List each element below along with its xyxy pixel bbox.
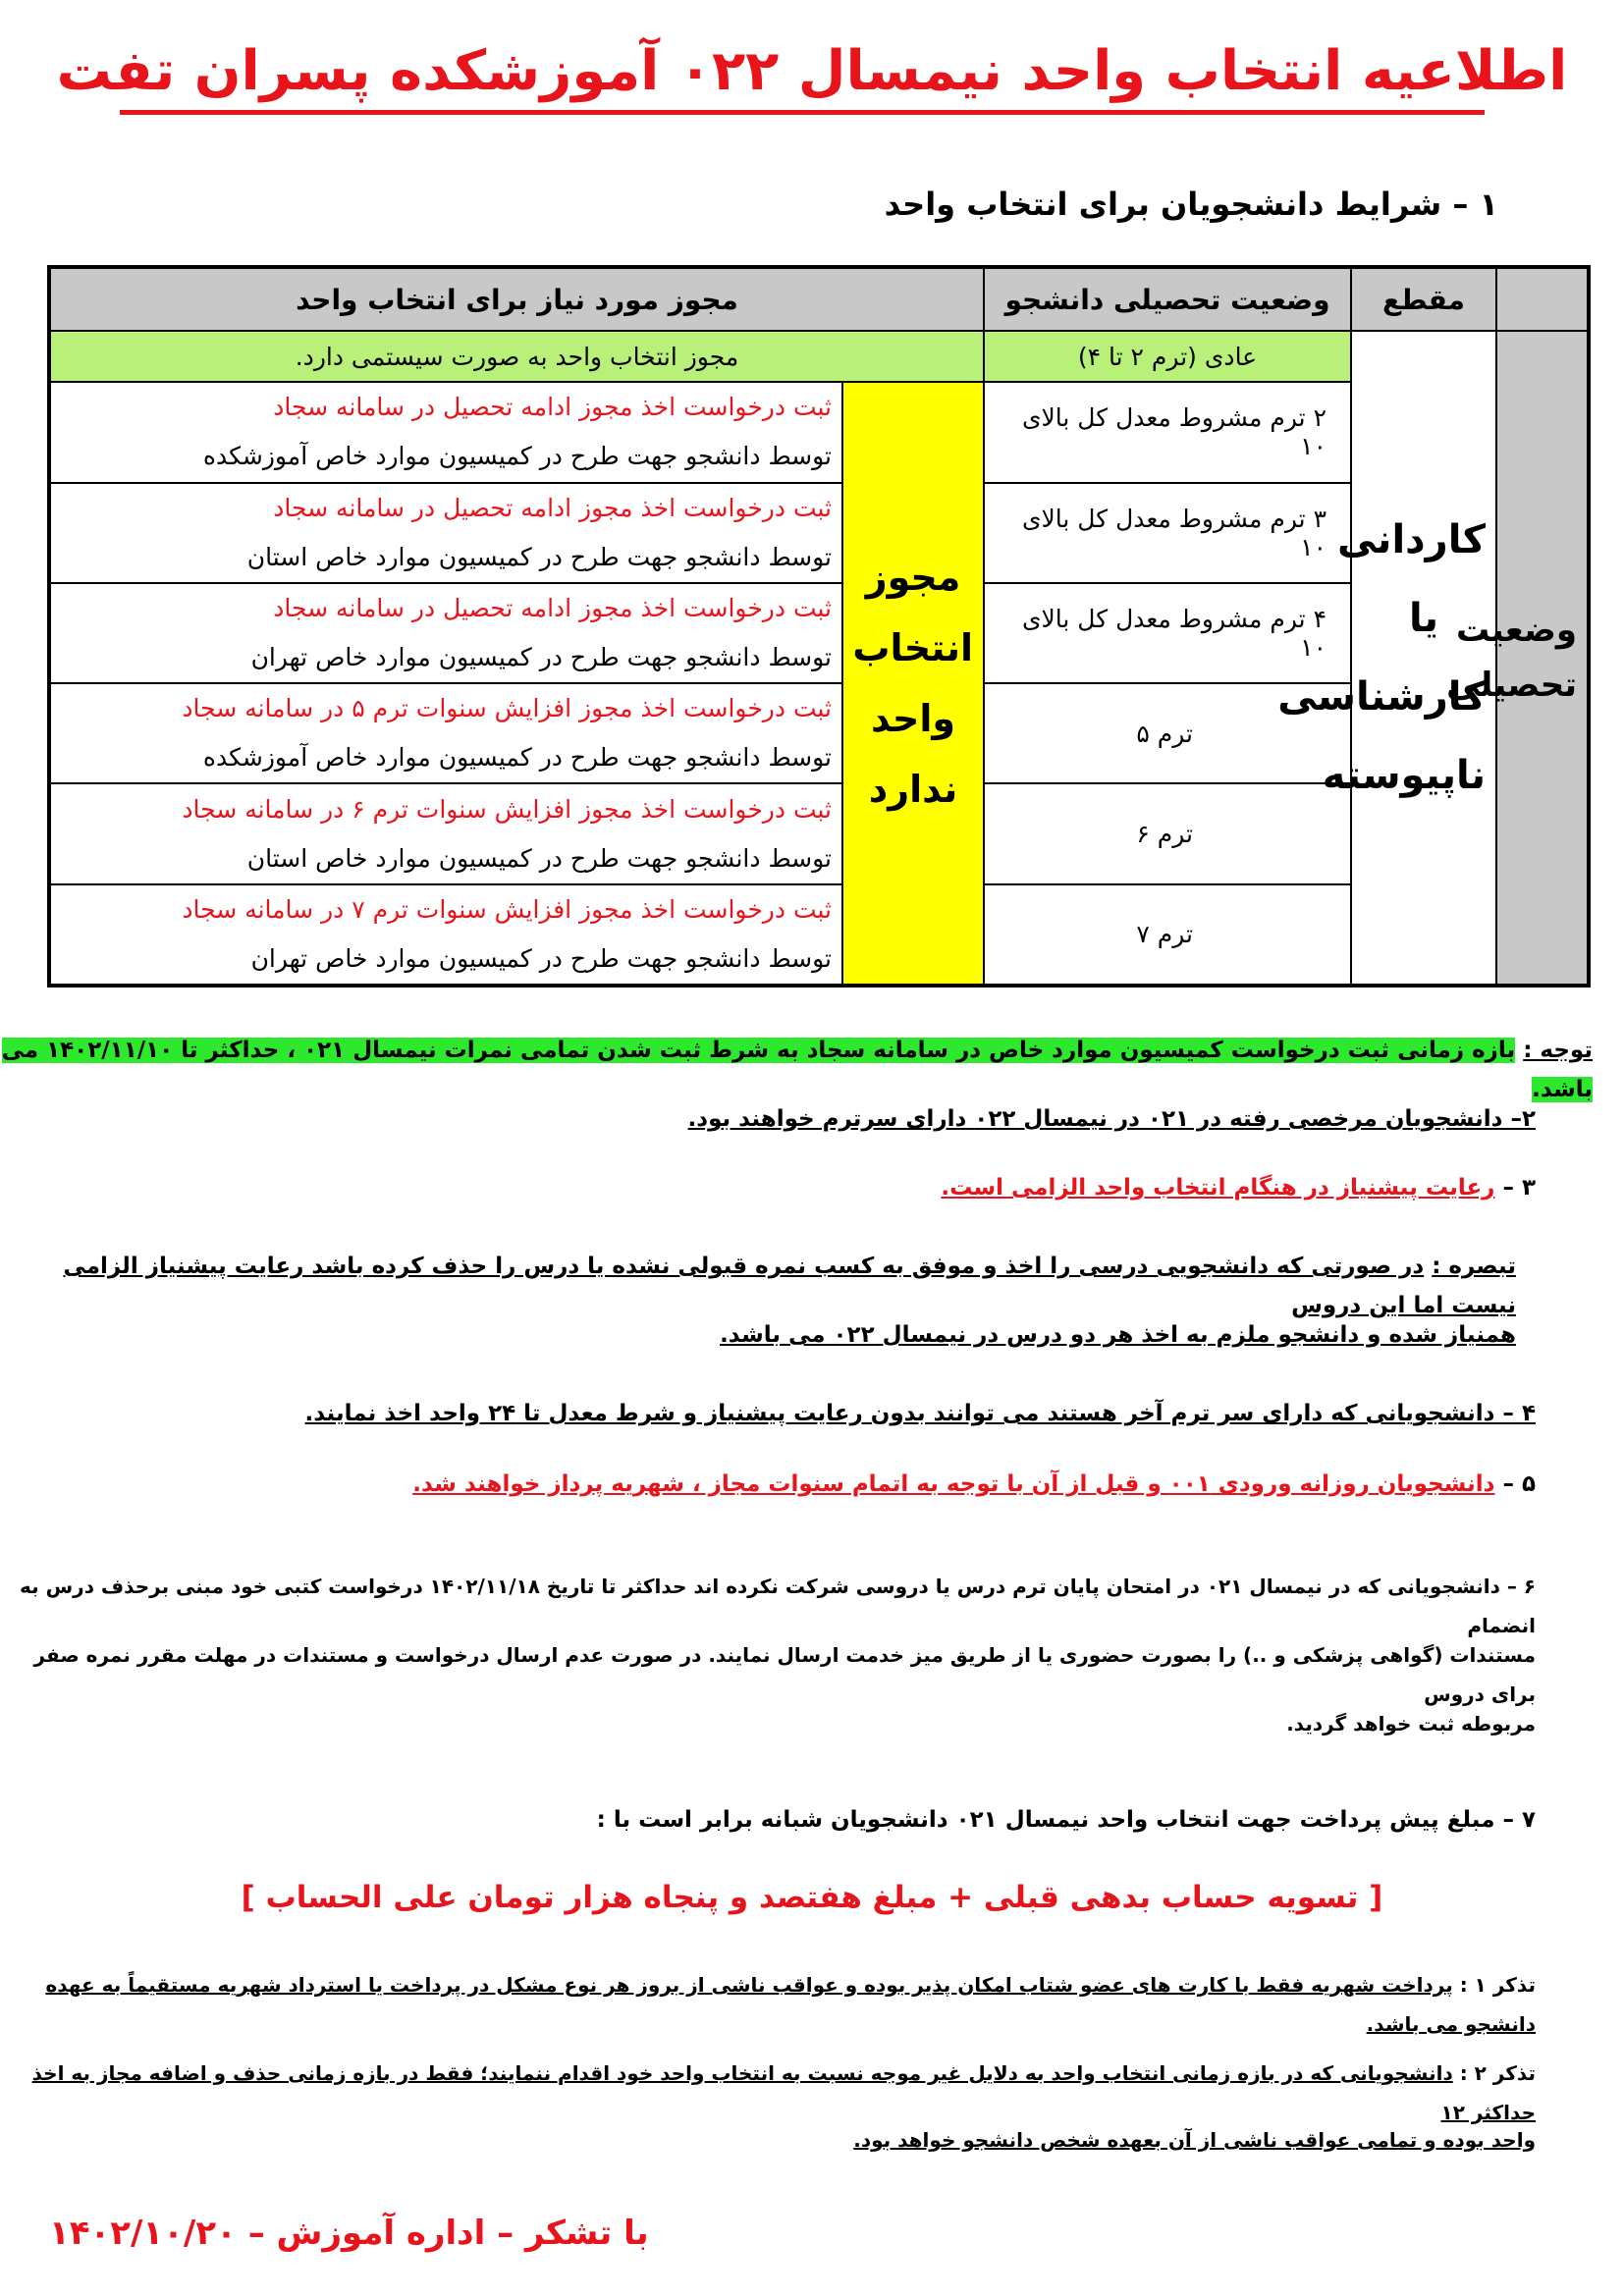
page-title: اطلاعیه انتخاب واحد نیمسال ۰۲۲ آموزشکده پسران تفت <box>56 39 1568 103</box>
item-3: ۳ – رعایت پیشنیاز در هنگام انتخاب واحد الزامی است. <box>941 1175 1536 1201</box>
normal-status-cell: عادی (ترم ۲ تا ۴) <box>984 331 1351 382</box>
level-value: کاردانی یا کارشناسی ناپیوسته <box>1351 331 1496 986</box>
status-cell-2: ۳ ترم مشروط معدل کل بالای ۱۰ <box>984 483 1351 583</box>
attention-note <box>0 1031 1593 1109</box>
tabsareh-note: تبصره : در صورتی که دانشجویی درسی را اخذ و موفق به کسب نمره قبولی نشده یا درس را حذف کرده باشد رعایت پیشنیاز الزامی نیست اما این دروس <box>63 1254 1516 1318</box>
attention-text: بازه زمانی ثبت درخواست کمیسیون موارد خاص در سامانه سجاد به شرط ثبت شدن تمامی نمرات نیمسال ۰۲۱ ، حداکثر تا ۱۴۰۲/۱۱/۱۰ می باشد. <box>1 1038 1593 1102</box>
reminder-1: تذکر ۱ : پرداخت شهریه فقط با کارت های عضو شتاب امکان پذیر بوده و عواقب ناشی از بروز هر نوع مشکل در پرداخت یا استرداد شهریه مستقیماً به عهده دانشجو می باشد. <box>45 1973 1536 2036</box>
permit-cell-5: ثبت درخواست اخذ مجوز افزایش سنوات ترم ۶ در سامانه سجاد توسط دانشجو جهت طرح در کمیسیون موارد خاص استان <box>49 783 842 883</box>
item-2: ۲– دانشجویان مرخصی رفته در ۰۲۱ در نیمسال ۰۲۲ دارای سرترم خواهند بود. <box>687 1106 1536 1132</box>
section-heading: ۱ – شرایط دانشجویان برای انتخاب واحد <box>884 186 1498 223</box>
permit-cell-2: ثبت درخواست اخذ مجوز ادامه تحصیل در سامانه سجاد توسط دانشجو جهت طرح در کمیسیون موارد خاص استان <box>49 483 842 583</box>
item-6-line3: مربوطه ثبت خواهد گردید. <box>1286 1712 1536 1735</box>
item-7: ۷ – مبلغ پیش پرداخت جهت انتخاب واحد نیمسال ۰۲۱ دانشجویان شبانه برابر است با : <box>596 1807 1536 1833</box>
permit-cell-4: ثبت درخواست اخذ مجوز افزایش سنوات ترم ۵ در سامانه سجاد توسط دانشجو جهت طرح در کمیسیون موارد خاص آموزشکده <box>49 683 842 783</box>
status-cell-3: ۴ ترم مشروط معدل کل بالای ۱۰ <box>984 583 1351 683</box>
reminder-2: تذکر ۲ : دانشجویانی که در بازه زمانی انتخاب واحد به دلایل غیر موجه نسبت به انتخاب واحد خود اقدام ننمایند؛ فقط در بازه زمانی حذف و اضافه مجاز به اخذ حداکثر ۱۲ <box>31 2061 1536 2124</box>
item-6-line1: ۶ – دانشجویانی که در نیمسال ۰۲۱ در امتحان پایان ترم درس یا دروسی شرکت نکرده اند حداکثر تا تاریخ ۱۴۰۲/۱۱/۱۸ درخواست کتبی خود مبنی برحذف درس به انضمام <box>19 1575 1536 1637</box>
reminder-2-line2: واحد بوده و تمامی عواقب ناشی از آن بعهده شخص دانشجو خواهد بود. <box>853 2128 1536 2152</box>
footer-signature: با تشکر – اداره آموزش – ۱۴۰۲/۱۰/۲۰ <box>49 2214 649 2253</box>
header-level: مقطع <box>1351 267 1496 331</box>
header-status-col <box>1496 267 1589 331</box>
payment-amount: [ تسویه حساب بدهی قبلی + مبلغ هفتصد و پنجاه هزار تومان علی الحساب ] <box>241 1880 1383 1915</box>
permit-cell-6: ثبت درخواست اخذ مجوز افزایش سنوات ترم ۷ در سامانه سجاد توسط دانشجو جهت طرح در کمیسیون موارد خاص تهران <box>49 884 842 986</box>
permit-cell-1: ثبت درخواست اخذ مجوز ادامه تحصیل در سامانه سجاد توسط دانشجو جهت طرح در کمیسیون موارد خاص آموزشکده <box>49 382 842 482</box>
row-group-label: وضعیت تحصیلی <box>1496 331 1589 986</box>
title-underline <box>120 110 1485 115</box>
status-cell-4: ترم ۵ <box>984 683 1351 783</box>
status-cell-5: ترم ۶ <box>984 783 1351 883</box>
item-6-line2: مستندات (گواهی پزشکی و ..) را بصورت حضوری یا از طریق میز خدمت ارسال نمایند. در صورت عدم ارسال درخواست و مستندات در مهلت مقرر نمره صفر برای دروس <box>33 1643 1536 1706</box>
status-cell-1: ۲ ترم مشروط معدل کل بالای ۱۰ <box>984 382 1351 482</box>
no-permit-cell: مجوز انتخاب واحد ندارد <box>842 382 984 986</box>
header-permit: مجوز مورد نیاز برای انتخاب واحد <box>49 267 984 331</box>
item-4: ۴ – دانشجویانی که دارای سر ترم آخر هستند می توانند بدون رعایت پیشنیاز و شرط معدل تا ۲۴ واحد اخذ نمایند. <box>304 1401 1536 1426</box>
item-5: ۵ – دانشجویان روزانه ورودی ۰۰۱ و قبل از آن با توجه به اتمام سنوات مجاز ، شهریه پرداز خواهند شد. <box>412 1471 1536 1497</box>
status-cell-6: ترم ۷ <box>984 884 1351 986</box>
tabsareh-note-line2: همنیاز شده و دانشجو ملزم به اخذ هر دو درس در نیمسال ۰۲۲ می باشد. <box>720 1322 1516 1348</box>
conditions-table <box>47 265 1591 988</box>
attention-label: توجه : <box>1523 1038 1593 1063</box>
permit-cell-3: ثبت درخواست اخذ مجوز ادامه تحصیل در سامانه سجاد توسط دانشجو جهت طرح در کمیسیون موارد خاص تهران <box>49 583 842 683</box>
normal-permit-cell: مجوز انتخاب واحد به صورت سیستمی دارد. <box>49 331 984 382</box>
header-student-status: وضعیت تحصیلی دانشجو <box>984 267 1351 331</box>
